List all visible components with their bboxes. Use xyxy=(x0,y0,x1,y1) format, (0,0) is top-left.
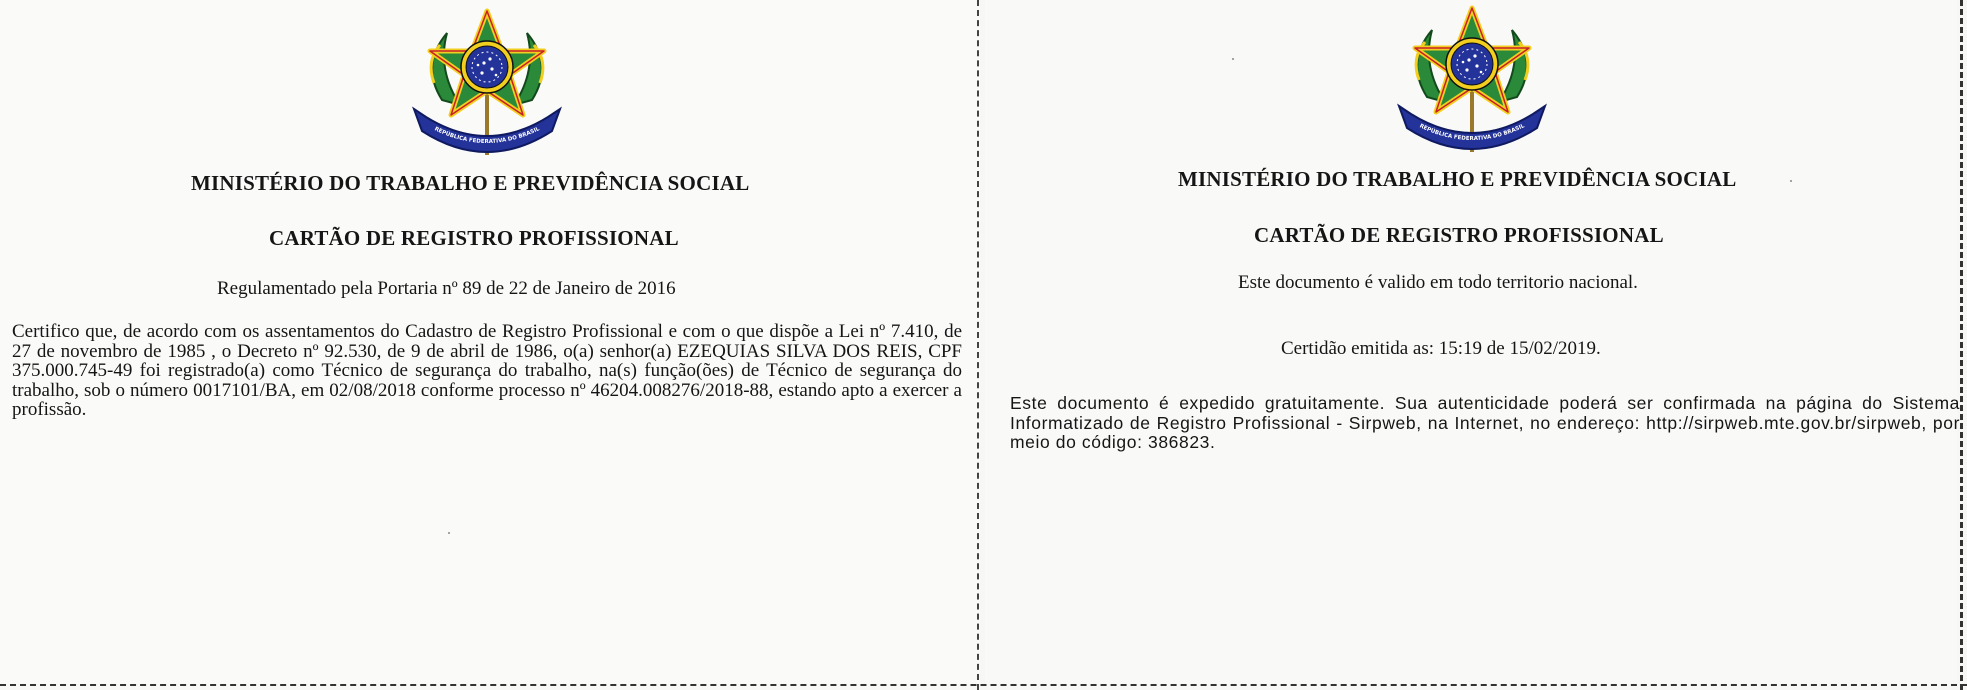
scan-speck xyxy=(1232,58,1234,60)
ministry-heading: MINISTÉRIO DO TRABALHO E PREVIDÊNCIA SOCIAL xyxy=(1178,167,1737,191)
brazil-coat-of-arms-icon xyxy=(412,5,562,170)
bottom-cut-line xyxy=(0,684,1967,686)
scan-speck xyxy=(448,532,450,534)
regulation-line: Regulamentado pela Portaria nº 89 de 22 de Janeiro de 2016 xyxy=(217,278,676,299)
validity-line: Este documento é valido em todo territorio nacional. xyxy=(1238,272,1638,293)
card-title: CARTÃO DE REGISTRO PROFISSIONAL xyxy=(1254,223,1664,247)
right-card xyxy=(985,0,1960,684)
svg-text:REPÚBLICA FEDERATIVA DO BRASIL: REPÚBLICA FEDERATIVA DO BRASIL xyxy=(1418,123,1526,143)
brazil-coat-of-arms-icon xyxy=(1397,2,1547,167)
scan-speck xyxy=(1790,180,1792,182)
cut-edge xyxy=(1960,0,1963,690)
left-card xyxy=(0,0,980,684)
certification-paragraph: Certifico que, de acordo com os assentamentos do Cadastro de Registro Profissional e com o que dispõe a Lei nº 7.410, de 27 de novembro de 1985 , o Decreto nº 92.530, de 9 de abril de 1986, o(a) senhor(a) EZEQUIAS SILVA DOS REIS, CPF 375.000.745-49 foi registrado(a) como Técnico de segurança do trabalho, na(s) função(ões) de Técnico de segurança do trabalho, sob o número 0017101/BA, em 02/08/2018 conforme processo nº 46204.008276/2018-88, estando apto a exercer a profissão. xyxy=(12,321,962,420)
ministry-heading: MINISTÉRIO DO TRABALHO E PREVIDÊNCIA SOCIAL xyxy=(191,171,750,195)
svg-text:REPÚBLICA FEDERATIVA DO BRASIL: REPÚBLICA FEDERATIVA DO BRASIL xyxy=(433,126,541,146)
issued-timestamp: Certidão emitida as: 15:19 de 15/02/2019. xyxy=(1281,338,1601,359)
card-title: CARTÃO DE REGISTRO PROFISSIONAL xyxy=(269,226,679,250)
authenticity-paragraph: Este documento é expedido gratuitamente. Sua autenticidade poderá ser confirmada na página do Sistema Informatizado de Registro Profissional - Sirpweb, na Internet, no endereço: http://sirpweb.mte.gov.br/sirpweb, por meio do código: 386823. xyxy=(1010,393,1960,452)
fold-line xyxy=(977,0,979,690)
